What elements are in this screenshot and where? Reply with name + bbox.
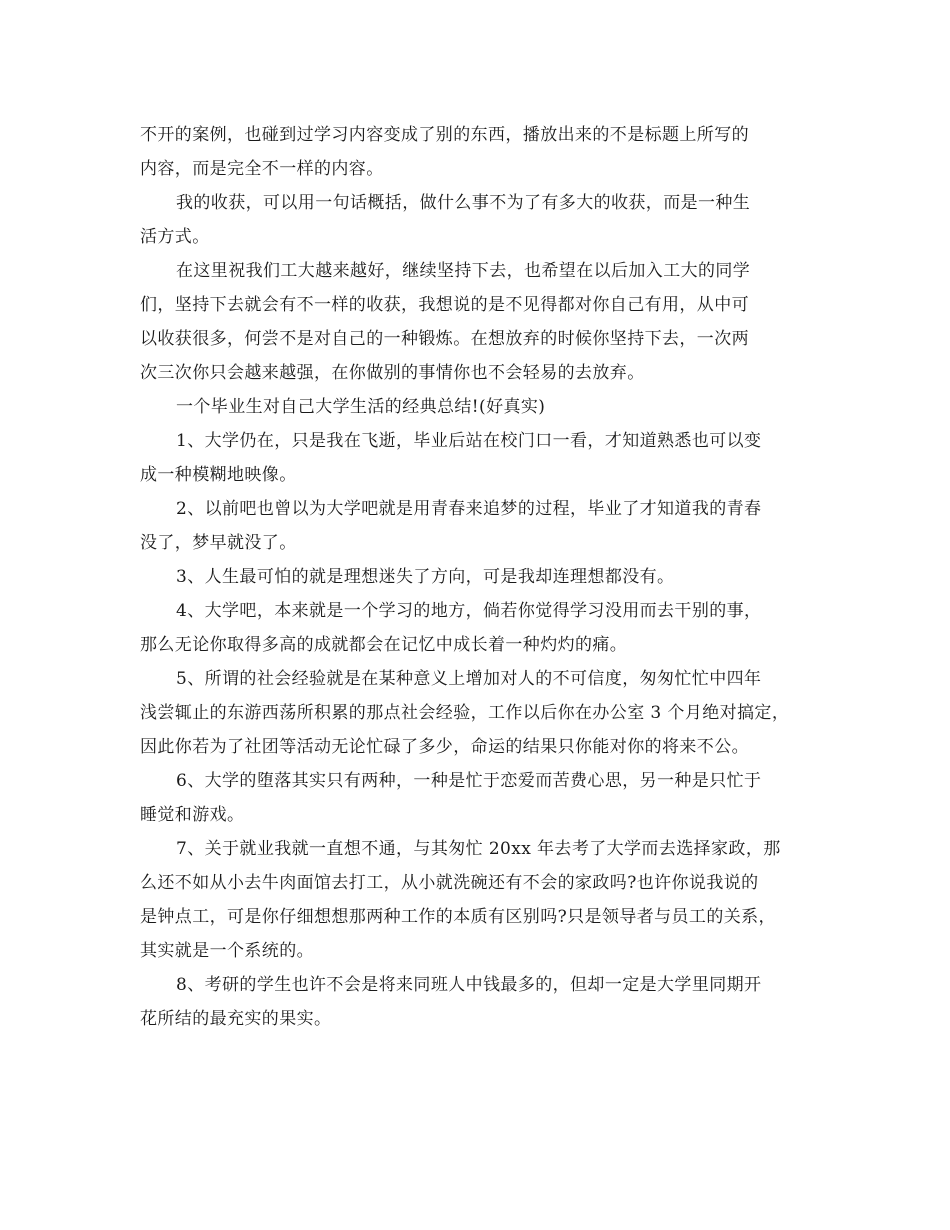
text-line: 以收获很多，何尝不是对自己的一种锻炼。在想放弃的时候你坚持下去，一次两 (140, 329, 749, 349)
list-item-start-line: 2、以前吧也曾以为大学吧就是用青春来追梦的过程，毕业了才知道我的青春 (176, 499, 762, 519)
list-item-start-line: 8、考研的学生也许不会是将来同班人中钱最多的，但却一定是大学里同期开 (176, 975, 762, 995)
text-line: 活方式。 (140, 227, 210, 247)
text-line: 其实就是一个系统的。 (140, 941, 314, 961)
paragraph-start-line: 我的收获，可以用一句话概括，做什么事不为了有多大的收获，而是一种生 (176, 193, 751, 213)
text-line: 内容，而是完全不一样的内容。 (140, 159, 384, 179)
list-item-start-line: 1、大学仍在，只是我在飞逝，毕业后站在校门口一看，才知道熟悉也可以变 (176, 431, 762, 451)
text-line: 么还不如从小去牛肉面馆去打工，从小就洗碗还有不会的家政吗?也许你说我说的 (140, 873, 759, 893)
text-line: 那么无论你取得多高的成就都会在记忆中成长着一种灼灼的痛。 (140, 635, 628, 655)
list-item-start-line: 3、人生最可怕的就是理想迷失了方向，可是我却连理想都没有。 (176, 567, 675, 587)
paragraph-start-line: 在这里祝我们工大越来越好，继续坚持下去，也希望在以后加入工大的同学 (176, 261, 751, 281)
text-line: 睡觉和游戏。 (140, 805, 245, 825)
list-item-start-line: 7、关于就业我就一直想不通，与其匆忙 20xx 年去考了大学而去选择家政，那 (176, 839, 781, 859)
list-item-start-line: 5、所谓的社会经验就是在某种意义上增加对人的不可信度，匆匆忙忙中四年 (176, 669, 762, 689)
text-line: 不开的案例，也碰到过学习内容变成了别的东西，播放出来的不是标题上所写的 (140, 125, 749, 145)
text-line: 花所结的最充实的果实。 (140, 1009, 332, 1029)
document-body (140, 118, 820, 1036)
text-line: 因此你若为了社团等活动无论忙碌了多少，命运的结果只你能对你的将来不公。 (140, 737, 749, 757)
text-line: 成一种模糊地映像。 (140, 465, 297, 485)
section-heading-line: 一个毕业生对自己大学生活的经典总结!(好真实) (176, 397, 546, 417)
text-line: 浅尝辄止的东游西荡所积累的那点社会经验，工作以后你在办公室 3 个月绝对搞定， (140, 703, 790, 723)
list-item-start-line: 6、大学的堕落其实只有两种，一种是忙于恋爱而苦费心思，另一种是只忙于 (176, 771, 762, 791)
text-line: 没了，梦早就没了。 (140, 533, 297, 553)
list-item-start-line: 4、大学吧，本来就是一个学习的地方，倘若你觉得学习没用而去干别的事， (176, 601, 762, 621)
text-line: 们，坚持下去就会有不一样的收获，我想说的是不见得都对你自己有用，从中可 (140, 295, 749, 315)
text-line: 次三次你只会越来越强，在你做别的事情你也不会轻易的去放弃。 (140, 363, 645, 383)
text-line: 是钟点工，可是你仔细想想那两种工作的本质有区别吗?只是领导者与员工的关系， (140, 907, 776, 927)
